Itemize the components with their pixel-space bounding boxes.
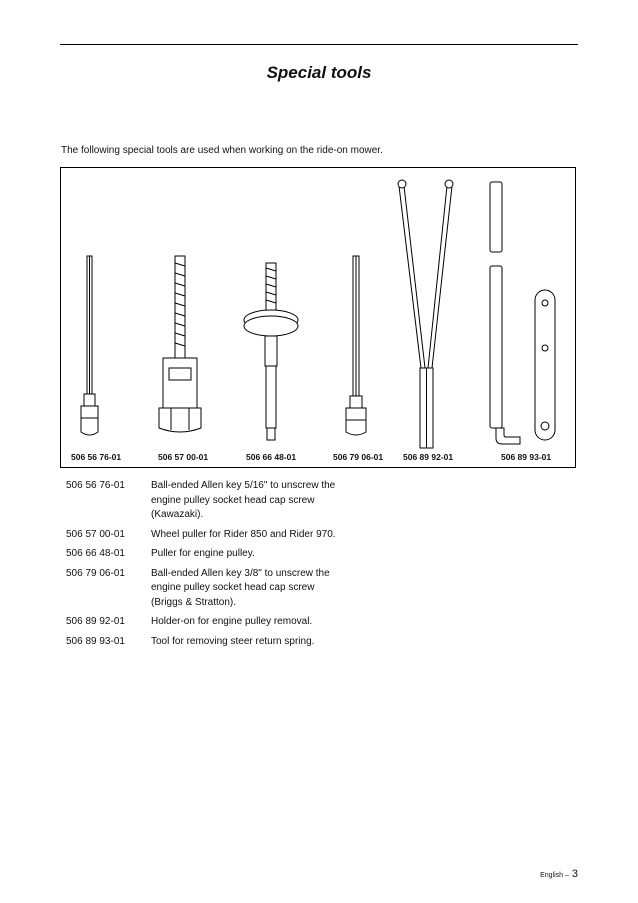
figure-label-5: 506 89 92-01 xyxy=(403,452,454,462)
page-title: Special tools xyxy=(266,63,372,82)
table-row xyxy=(66,567,346,616)
table-row xyxy=(66,479,346,528)
top-rule xyxy=(60,44,578,45)
tools-figure xyxy=(60,167,576,468)
allen-key-3-8-drawing xyxy=(346,256,366,435)
page-footer xyxy=(540,864,578,882)
tool-description: Holder-on for engine pulley removal. xyxy=(151,616,313,627)
holder-on-drawing xyxy=(398,180,453,448)
tool-code: 506 56 76-01 xyxy=(66,480,125,491)
figure-label-3: 506 66 48-01 xyxy=(246,452,297,462)
pulley-puller-drawing xyxy=(244,263,298,440)
page-number: 3 xyxy=(571,868,578,880)
table-row xyxy=(66,528,346,548)
tool-code: 506 89 92-01 xyxy=(66,616,125,627)
tool-description: Tool for removing steer return spring. xyxy=(151,635,315,647)
tool-code: 506 57 00-01 xyxy=(66,528,125,540)
tool-description: Puller for engine pulley. xyxy=(151,548,255,559)
tool-code: 506 89 93-01 xyxy=(66,635,125,647)
tools-table xyxy=(66,479,346,654)
spring-tool-drawing xyxy=(490,182,555,444)
intro-text: The following special tools are used when working on the ride-on mower. xyxy=(61,145,383,156)
tool-description: Wheel puller for Rider 850 and Rider 970. xyxy=(151,528,336,540)
footer-language: English – xyxy=(540,872,569,879)
figure-label-6: 506 89 93-01 xyxy=(501,452,552,462)
table-row xyxy=(66,615,346,635)
tool-code: 506 66 48-01 xyxy=(66,548,125,559)
tool-description: Ball-ended Allen key 3/8" to unscrew the engine pulley socket head cap screw (Briggs & Stratton). xyxy=(151,567,330,608)
table-row xyxy=(66,547,346,567)
tools-illustration xyxy=(61,168,577,469)
figure-label-4: 506 79 06-01 xyxy=(333,452,384,462)
wheel-puller-drawing xyxy=(159,256,201,432)
tool-code: 506 79 06-01 xyxy=(66,567,125,579)
figure-label-2: 506 57 00-01 xyxy=(158,452,209,462)
tool-description: Ball-ended Allen key 5/16" to unscrew the engine pulley socket head cap screw (Kawazaki). xyxy=(151,480,336,520)
figure-label-1: 506 56 76-01 xyxy=(71,452,122,462)
table-row xyxy=(66,635,346,655)
allen-key-5-16-drawing xyxy=(81,256,98,435)
